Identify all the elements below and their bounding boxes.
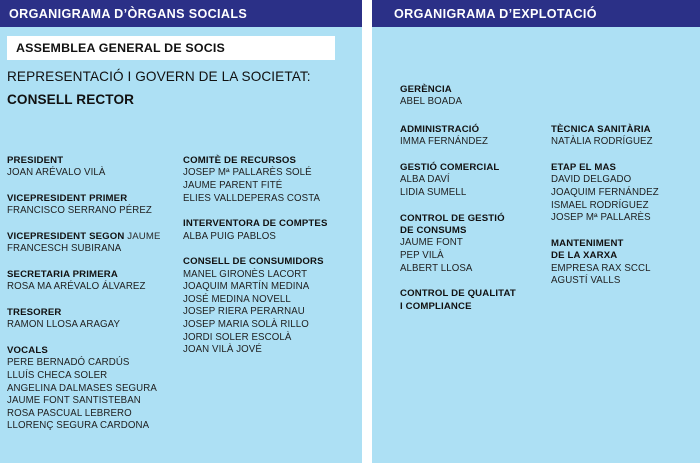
group-etap-el-mas <box>551 162 696 225</box>
social-bodies-panel-body <box>0 27 362 463</box>
group-title: SECRETARIA PRIMERA <box>7 269 118 280</box>
group-administracio <box>400 124 545 149</box>
governance-subtitle: REPRESENTACIÓ I GOVERN DE LA SOCIETAT: <box>7 69 311 84</box>
group-member: ROSA MA ARÉVALO ÁLVAREZ <box>7 281 146 293</box>
group-title: GERÈNCIA <box>400 84 452 95</box>
group-member: LLORENÇ SEGURA CARDONA <box>7 420 150 432</box>
governance-title: CONSELL RECTOR <box>7 92 135 107</box>
assembly-banner <box>7 36 335 60</box>
group-gestio-comercial <box>400 162 545 200</box>
group-member: LLUÍS CHECA SOLER <box>7 370 108 381</box>
group-member: JAUME FONT SANTISTEBAN <box>7 395 141 407</box>
group-title: TRESORER <box>7 307 62 318</box>
group-title: PRESIDENT <box>7 155 64 166</box>
group-vocals <box>7 345 177 433</box>
group-member: JOAN ARÉVALO VILÀ <box>7 167 106 179</box>
group-member: MANEL GIRONÈS LACORT <box>183 268 308 280</box>
group-member: ALBA PUIG PABLOS <box>183 230 276 242</box>
group-title: ETAP EL MAS <box>551 162 617 173</box>
operations-column-a <box>400 124 545 313</box>
group-member: JAUME PARENT FITÉ <box>183 180 283 191</box>
governance-heading-block <box>7 67 357 110</box>
group-member: JOAQUIM FERNÁNDEZ <box>551 187 659 198</box>
group-member: ISMAEL RODRÍGUEZ <box>551 199 649 211</box>
group-member: JOSEP Mª PALLARÈS SOLÉ <box>183 167 312 179</box>
group-manteniment-de-la-xarxa <box>551 238 696 288</box>
group-tresorer <box>7 307 177 332</box>
group-title-text: VICEPRESIDENT SEGON <box>7 231 125 242</box>
group-president <box>7 155 177 180</box>
group-member: EMPRESA RAX SCCL <box>551 262 651 274</box>
group-consell-de-consumidors <box>183 256 355 357</box>
group-vicepresident-primer <box>7 193 177 218</box>
group-title: INTERVENTORA DE COMPTES <box>183 218 328 230</box>
group-title: MANTENIMENT <box>551 237 624 249</box>
operations-column-b <box>551 124 696 288</box>
group-member: JOAQUIM MARTÍN MEDINA <box>183 281 310 293</box>
group-member: AGUSTÍ VALLS <box>551 275 621 287</box>
operations-panel-header <box>372 0 700 27</box>
group-title: CONTROL DE QUALITAT <box>400 288 516 300</box>
group-member: RAMON LLOSA ARAGAY <box>7 319 121 331</box>
group-title: TÈCNICA SANITÀRIA <box>551 124 651 135</box>
group-member: LIDIA SUMELL <box>400 187 467 198</box>
group-control-de-gestio-de-consums <box>400 213 545 276</box>
group-title: VICEPRESIDENT PRIMER <box>7 193 128 204</box>
group-member: NATÀLIA RODRÍGUEZ <box>551 136 653 148</box>
group-title: COMITÈ DE RECURSOS <box>183 155 297 166</box>
social-bodies-panel-header <box>0 0 362 27</box>
group-title: CONTROL DE GESTIÓ <box>400 212 505 224</box>
group-title: CONSELL DE CONSUMIDORS <box>183 256 324 268</box>
group-title: VOCALS <box>7 345 48 356</box>
operations-panel-title: ORGANIGRAMA D’EXPLOTACIÓ <box>394 6 597 21</box>
group-member: PEP VILÀ <box>400 250 444 261</box>
group-member: ANGELINA DALMASES SEGURA <box>7 382 157 394</box>
group-member: JOAN VILÀ JOVÉ <box>183 344 262 356</box>
group-member: ROSA PASCUAL LEBRERO <box>7 407 132 419</box>
group-title-line-2: I COMPLIANCE <box>400 300 472 312</box>
group-title: GESTIÓ COMERCIAL <box>400 162 500 173</box>
group-tecnica-sanitaria <box>551 124 696 149</box>
panel-divider <box>362 0 372 463</box>
group-member: ALBA DAVÍ <box>400 174 450 186</box>
group-member: ELIES VALLDEPERAS COSTA <box>183 192 321 204</box>
group-interventora-de-comptes <box>183 218 355 243</box>
group-control-de-qualitat-i-compliance <box>400 288 545 313</box>
group-member: IMMA FERNÁNDEZ <box>400 136 489 148</box>
group-inline-member: JAUME <box>127 231 161 242</box>
assembly-banner-label: ASSEMBLEA GENERAL DE SOCIS <box>16 41 225 55</box>
group-secretaria-primera <box>7 269 177 294</box>
group-member: PERE BERNADÓ CARDÚS <box>7 357 130 369</box>
group-gerencia <box>400 84 540 109</box>
group-title-line-2: DE LA XARXA <box>551 250 618 262</box>
group-title-line-2: DE CONSUMS <box>400 225 467 236</box>
social-bodies-column-b <box>183 155 355 357</box>
group-title: ADMINISTRACIÓ <box>400 124 480 135</box>
group-member: FRANCESCH SUBIRANA <box>7 243 122 255</box>
group-member: JOSEP Mª PALLARÈS <box>551 212 651 224</box>
group-member: DAVID DELGADO <box>551 174 632 186</box>
group-member: FRANCISCO SERRANO PÉREZ <box>7 205 152 217</box>
group-member: JOSEP RIERA PERARNAU <box>183 306 305 318</box>
group-comite-de-recursos <box>183 155 355 205</box>
group-member: JORDI SOLER ESCOLÀ <box>183 331 292 343</box>
group-member: ALBERT LLOSA <box>400 262 473 274</box>
group-title <box>7 231 177 243</box>
social-bodies-panel-title: ORGANIGRAMA D’ÒRGANS SOCIALS <box>9 6 248 21</box>
group-member: JOSÉ MEDINA NOVELL <box>183 293 291 305</box>
group-vicepresident-segon <box>7 231 177 256</box>
social-bodies-column-a <box>7 155 177 433</box>
group-member: ABEL BOADA <box>400 96 463 108</box>
group-member: JOSEP MARIA SOLÀ RILLO <box>183 318 309 330</box>
group-member: JAUME FONT <box>400 237 463 249</box>
